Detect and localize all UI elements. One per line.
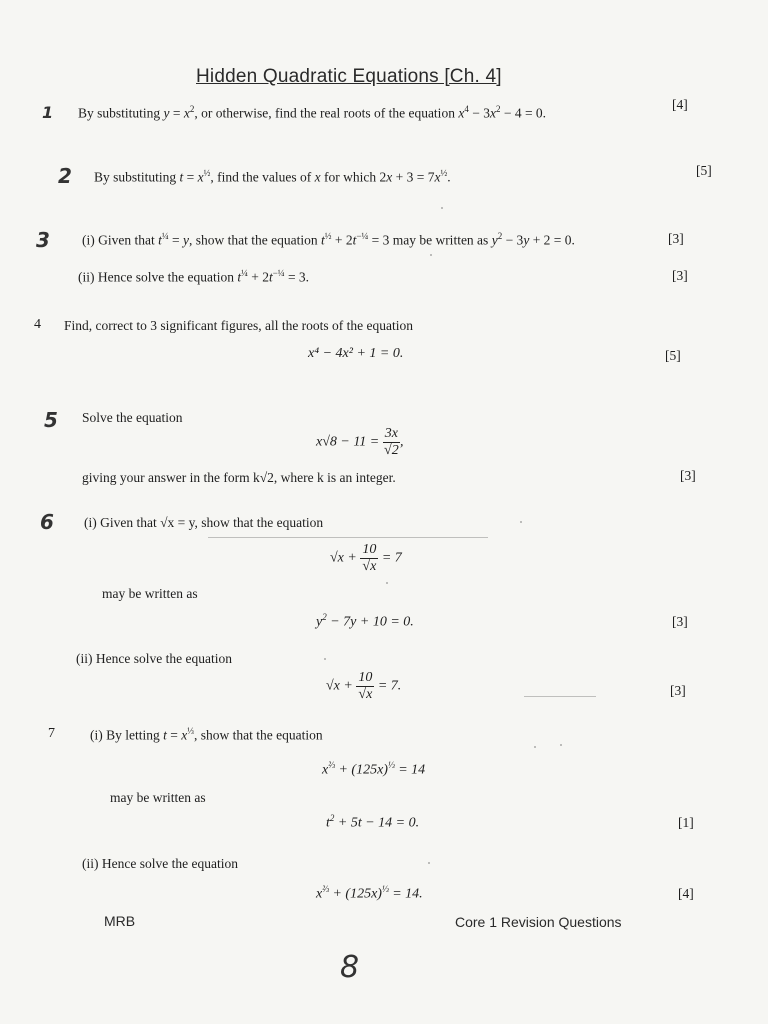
q6ii-text: (ii) Hence solve the equation xyxy=(76,651,232,666)
q7i-marks: [1] xyxy=(678,815,694,830)
q1-text: By substituting $y = x^2$, or otherwise, find the real roots of the equation $x^4 - 3x^2 - 4 = 0$. xyxy=(78,104,547,121)
q6i-equation xyxy=(330,542,402,575)
q3i-marks: [3] xyxy=(668,231,684,246)
q6i-fraction xyxy=(360,542,378,575)
q6i-marks: [3] xyxy=(672,614,688,629)
q5-equation xyxy=(316,426,403,459)
q5-eq-left: x√8 − 11 = xyxy=(316,434,380,450)
q7ii-text: (ii) Hence solve the equation xyxy=(82,856,238,871)
scan-speck xyxy=(441,207,443,209)
q5-marks: [3] xyxy=(680,468,696,483)
q6ii-eq-den: √x xyxy=(358,687,373,702)
q6-number: 6 xyxy=(40,510,54,534)
q6i-equation-2: $y^2 - 7y + 10 = 0$. xyxy=(316,612,414,630)
scan-speck xyxy=(324,658,326,660)
q5-eq-tail: , xyxy=(399,434,404,450)
q7i-text: (i) By letting $t = x^{\frac{1}{3}}$, show that the equation xyxy=(90,726,323,743)
q7i-may: may be written as xyxy=(110,790,206,805)
faint-rule-2 xyxy=(524,696,596,697)
q6ii-eq-left: √x + xyxy=(326,678,353,694)
q5-eq-num: 3x xyxy=(384,426,398,441)
page-number: 8 xyxy=(340,950,360,985)
q1-marks: [4] xyxy=(672,97,688,112)
q2-text: By substituting $t = x^{\frac{1}{2}}$, find the values of x for which $2x + 3 = 7x^{\frac{1}{2}}$. xyxy=(94,168,451,185)
q6i-may: may be written as xyxy=(102,586,198,601)
q7ii-equation: $x^{\frac{2}{3}} + (125x)^{\frac{1}{3}} = 14$. xyxy=(316,884,423,902)
q7-number: 7 xyxy=(48,726,55,741)
q5-after: giving your answer in the form k√2, where k is an integer. xyxy=(82,470,396,485)
scan-speck xyxy=(386,582,388,584)
scan-speck xyxy=(560,744,562,746)
q6ii-eq-right: = 7. xyxy=(377,678,402,694)
scan-speck xyxy=(428,862,430,864)
footer-course: Core 1 Revision Questions xyxy=(455,914,622,930)
q3i-text: (i) Given that $t^{\frac{1}{4}} = y$, show that the equation $t^{\frac{1}{2}} + 2t^{-\frac{1}{4}} = 3$ may be written as $y^2 - 3y + 2 = 0$. xyxy=(82,231,575,248)
q4-marks: [5] xyxy=(665,348,681,363)
q6i-text: (i) Given that √x = y, show that the equation xyxy=(84,515,324,530)
q5-eq-den: √2 xyxy=(384,443,399,458)
q6i-eq-num: 10 xyxy=(362,542,377,557)
q3ii-text: (ii) Hence solve the equation $t^{\frac{1}{4}} + 2t^{-\frac{1}{4}} = 3$. xyxy=(78,268,310,285)
q5-number: 5 xyxy=(44,408,58,432)
q2-marks: [5] xyxy=(696,163,712,178)
footer-author: MRB xyxy=(104,913,136,929)
q7ii-marks: [4] xyxy=(678,886,694,901)
scan-speck xyxy=(430,254,432,256)
q6i-eq-left: √x + xyxy=(330,550,357,566)
q6ii-eq-num: 10 xyxy=(358,670,373,685)
q4-text: Find, correct to 3 significant figures, all the roots of the equation xyxy=(64,318,414,333)
q6ii-marks: [3] xyxy=(670,683,686,698)
q7i-equation: $x^{\frac{2}{3}} + (125x)^{\frac{1}{3}} = 14$ xyxy=(322,760,426,778)
q4-number: 4 xyxy=(34,317,41,332)
q2-number: 2 xyxy=(58,164,72,188)
q7i-equation-2: $t^2 + 5t - 14 = 0$. xyxy=(326,813,420,831)
q6ii-fraction xyxy=(356,670,374,703)
q3ii-marks: [3] xyxy=(672,268,688,283)
q4-equation: x⁴ − 4x² + 1 = 0. xyxy=(308,346,404,361)
scan-speck xyxy=(520,521,522,523)
q5-text: Solve the equation xyxy=(82,410,183,425)
page-title: Hidden Quadratic Equations [Ch. 4] xyxy=(196,66,502,87)
q5-fraction xyxy=(383,426,400,459)
q1-number: 1 xyxy=(42,103,54,122)
faint-rule xyxy=(208,537,488,538)
q6i-eq-right: = 7 xyxy=(381,550,402,566)
scan-speck xyxy=(534,746,536,748)
q3-number: 3 xyxy=(36,228,50,252)
q6ii-equation xyxy=(326,670,401,703)
q6i-eq-den: √x xyxy=(362,559,377,574)
